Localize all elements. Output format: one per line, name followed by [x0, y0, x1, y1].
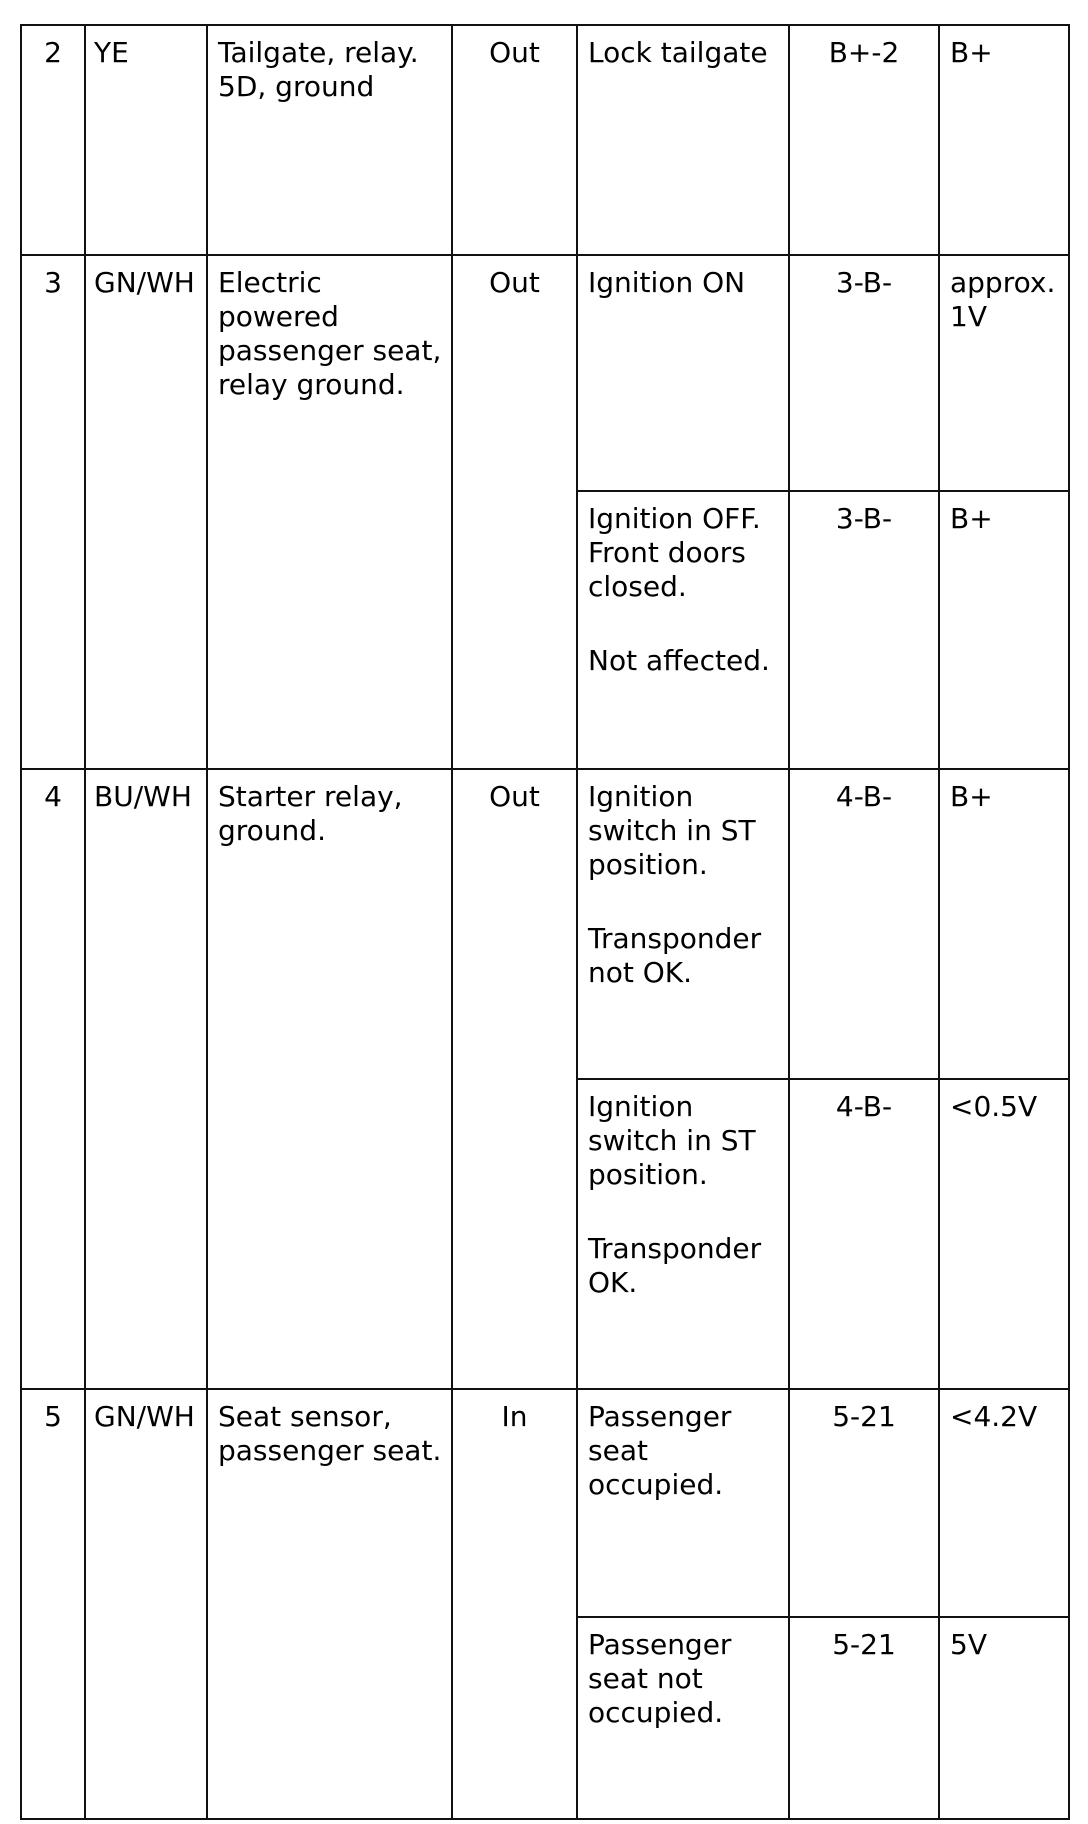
paragraph-gap	[588, 604, 778, 644]
condition-cell	[577, 1389, 789, 1617]
measure-between-cell: 5-21	[789, 1389, 939, 1617]
condition-line: switch in ST	[588, 1124, 756, 1157]
condition-line: OK.	[588, 1266, 638, 1299]
condition-line: Not affected.	[588, 644, 770, 677]
table-row	[21, 769, 1069, 1079]
description-line: Tailgate, relay.	[218, 36, 419, 69]
nominal-value-line: <4.2V	[950, 1400, 1038, 1433]
condition-line: seat	[588, 1434, 648, 1467]
condition-line: closed.	[588, 570, 687, 603]
nominal-value-cell	[939, 1617, 1069, 1819]
nominal-value-line: approx.	[950, 266, 1056, 299]
table-row	[21, 1389, 1069, 1617]
nominal-value-cell	[939, 1079, 1069, 1389]
nominal-value-line: <0.5V	[950, 1090, 1038, 1123]
table-row	[21, 255, 1069, 491]
pinout-table	[20, 24, 1070, 1820]
description-cell	[207, 25, 452, 255]
condition-line: Lock tailgate	[588, 36, 768, 69]
measure-between-cell: 4-B-	[789, 769, 939, 1079]
nominal-value-line: B+	[950, 780, 993, 813]
wire-color-cell: GN/WH	[85, 255, 207, 769]
paragraph-gap	[588, 1192, 778, 1232]
nominal-value-cell	[939, 255, 1069, 491]
description-cell	[207, 769, 452, 1389]
measure-between-cell: 4-B-	[789, 1079, 939, 1389]
condition-line: not OK.	[588, 956, 693, 989]
condition-line: Ignition OFF.	[588, 502, 761, 535]
condition-cell	[577, 255, 789, 491]
nominal-value-cell	[939, 25, 1069, 255]
nominal-value-cell	[939, 491, 1069, 769]
nominal-value-line: B+	[950, 36, 993, 69]
wire-color-cell: GN/WH	[85, 1389, 207, 1819]
nominal-value-cell	[939, 769, 1069, 1079]
description-line: 5D, ground	[218, 70, 375, 103]
nominal-value-line: B+	[950, 502, 993, 535]
condition-cell	[577, 1079, 789, 1389]
pinout-table-body	[21, 25, 1069, 1819]
pin-number-cell: 5	[21, 1389, 85, 1819]
description-line: Starter relay,	[218, 780, 403, 813]
condition-cell	[577, 491, 789, 769]
measure-between-cell: 3-B-	[789, 255, 939, 491]
condition-line: Transponder	[588, 922, 762, 955]
description-line: powered	[218, 300, 339, 333]
wire-color-cell: BU/WH	[85, 769, 207, 1389]
condition-cell	[577, 1617, 789, 1819]
condition-line: Front doors	[588, 536, 746, 569]
measure-between-cell: B+-2	[789, 25, 939, 255]
measure-between-cell: 3-B-	[789, 491, 939, 769]
measure-between-cell: 5-21	[789, 1617, 939, 1819]
condition-line: position.	[588, 1158, 708, 1191]
condition-line: Passenger	[588, 1400, 732, 1433]
description-line: passenger seat,	[218, 334, 442, 367]
nominal-value-line: 5V	[950, 1628, 987, 1661]
paragraph-gap	[588, 882, 778, 922]
direction-cell: Out	[452, 255, 577, 769]
condition-cell	[577, 769, 789, 1079]
condition-line: Ignition	[588, 780, 694, 813]
description-cell	[207, 255, 452, 769]
condition-line: position.	[588, 848, 708, 881]
description-cell	[207, 1389, 452, 1819]
direction-cell: Out	[452, 25, 577, 255]
description-line: ground.	[218, 814, 326, 847]
table-row	[21, 25, 1069, 255]
condition-line: occupied.	[588, 1696, 724, 1729]
direction-cell: Out	[452, 769, 577, 1389]
description-line: Electric	[218, 266, 322, 299]
nominal-value-cell	[939, 1389, 1069, 1617]
pin-number-cell: 4	[21, 769, 85, 1389]
description-line: Seat sensor,	[218, 1400, 392, 1433]
condition-line: Ignition	[588, 1090, 694, 1123]
wire-color-cell: YE	[85, 25, 207, 255]
condition-line: occupied.	[588, 1468, 724, 1501]
pin-number-cell: 2	[21, 25, 85, 255]
condition-line: Passenger	[588, 1628, 732, 1661]
description-line: passenger seat.	[218, 1434, 442, 1467]
condition-line: Ignition ON	[588, 266, 746, 299]
condition-line: seat not	[588, 1662, 703, 1695]
pin-number-cell: 3	[21, 255, 85, 769]
nominal-value-line: 1V	[950, 300, 987, 333]
condition-line: switch in ST	[588, 814, 756, 847]
condition-cell	[577, 25, 789, 255]
description-line: relay ground.	[218, 368, 405, 401]
direction-cell: In	[452, 1389, 577, 1819]
condition-line: Transponder	[588, 1232, 762, 1265]
